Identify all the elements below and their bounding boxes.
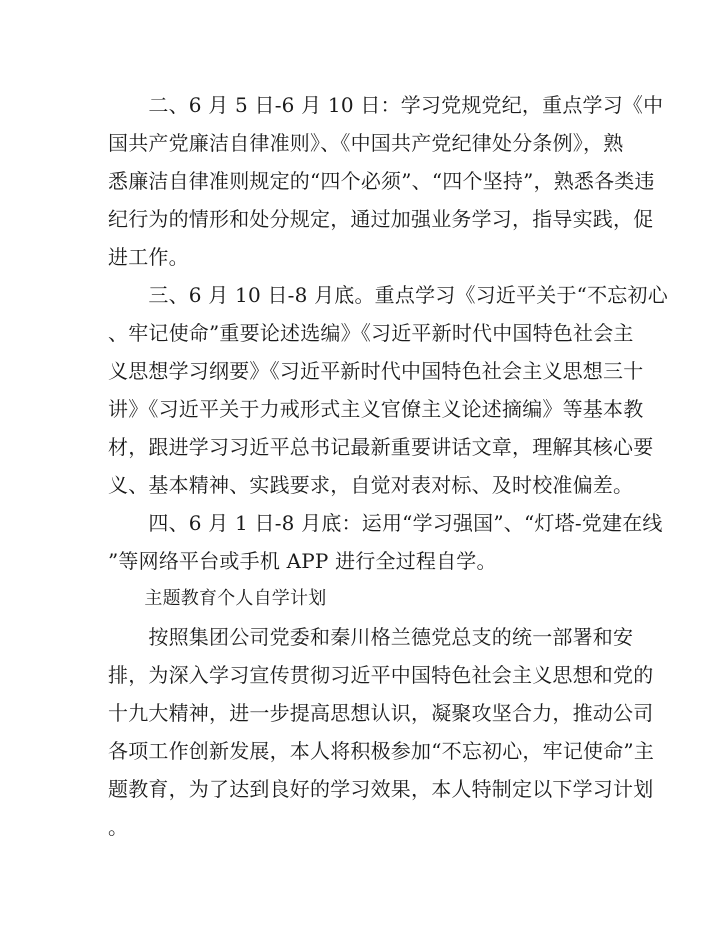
text-line: 四、6 月 1 日-8 月底：运用“学习强国”、“灯塔-党建在线 bbox=[108, 511, 663, 535]
text-line: 材，跟进学习习近平总书记最新重要讲话文章，理解其核心要 bbox=[108, 435, 654, 459]
paragraph-section-two bbox=[108, 86, 664, 276]
text-line: 排，为深入学习宣传贯彻习近平中国特色社会主义思想和党的 bbox=[108, 663, 654, 687]
text-line: 义、基本精神、实践要求，自觉对表对标、及时校准偏差。 bbox=[108, 473, 634, 497]
text-line: 悉廉洁自律准则规定的“四个必须”、“四个坚持”，熟悉各类违 bbox=[108, 169, 655, 193]
text-line: 纪行为的情形和处分规定，通过加强业务学习，指导实践，促 bbox=[108, 207, 654, 231]
text-line: 。 bbox=[108, 815, 129, 839]
paragraph-plan-title bbox=[108, 580, 620, 618]
plan-title: 主题教育个人自学计划 bbox=[108, 588, 327, 609]
text-line: 三、6 月 10 日-8 月底。重点学习《习近平关于“不忘初心 bbox=[108, 283, 668, 307]
text-line: 国共产党廉洁自律准则》、《中国共产党纪律处分条例》，熟 bbox=[108, 131, 624, 155]
text-line: 讲》《习近平关于力戒形式主义官僚主义论述摘编》等基本教 bbox=[108, 397, 644, 421]
text-line: 十九大精神，进一步提高思想认识，凝聚攻坚合力，推动公司 bbox=[108, 701, 654, 725]
text-line: 进工作。 bbox=[108, 245, 189, 269]
paragraph-intro bbox=[108, 618, 655, 846]
paragraph-section-three bbox=[108, 276, 668, 504]
text-line: ”等网络平台或手机 APP 进行全过程自学。 bbox=[108, 549, 497, 573]
paragraph-section-four bbox=[108, 504, 663, 580]
text-line: 按照集团公司党委和秦川格兰德党总支的统一部署和安 bbox=[108, 625, 634, 649]
text-line: 二、6 月 5 日-6 月 10 日：学习党规党纪，重点学习《中 bbox=[108, 93, 664, 117]
text-line: 题教育，为了达到良好的学习效果，本人特制定以下学习计划 bbox=[108, 777, 654, 801]
text-line: 各项工作创新发展，本人将积极参加“不忘初心，牢记使命”主 bbox=[108, 739, 655, 763]
text-line: 义思想学习纲要》《习近平新时代中国特色社会主义思想三十 bbox=[108, 359, 644, 383]
text-line: 、牢记使命”重要论述选编》《习近平新时代中国特色社会主 bbox=[108, 321, 634, 345]
document-body bbox=[108, 86, 668, 846]
